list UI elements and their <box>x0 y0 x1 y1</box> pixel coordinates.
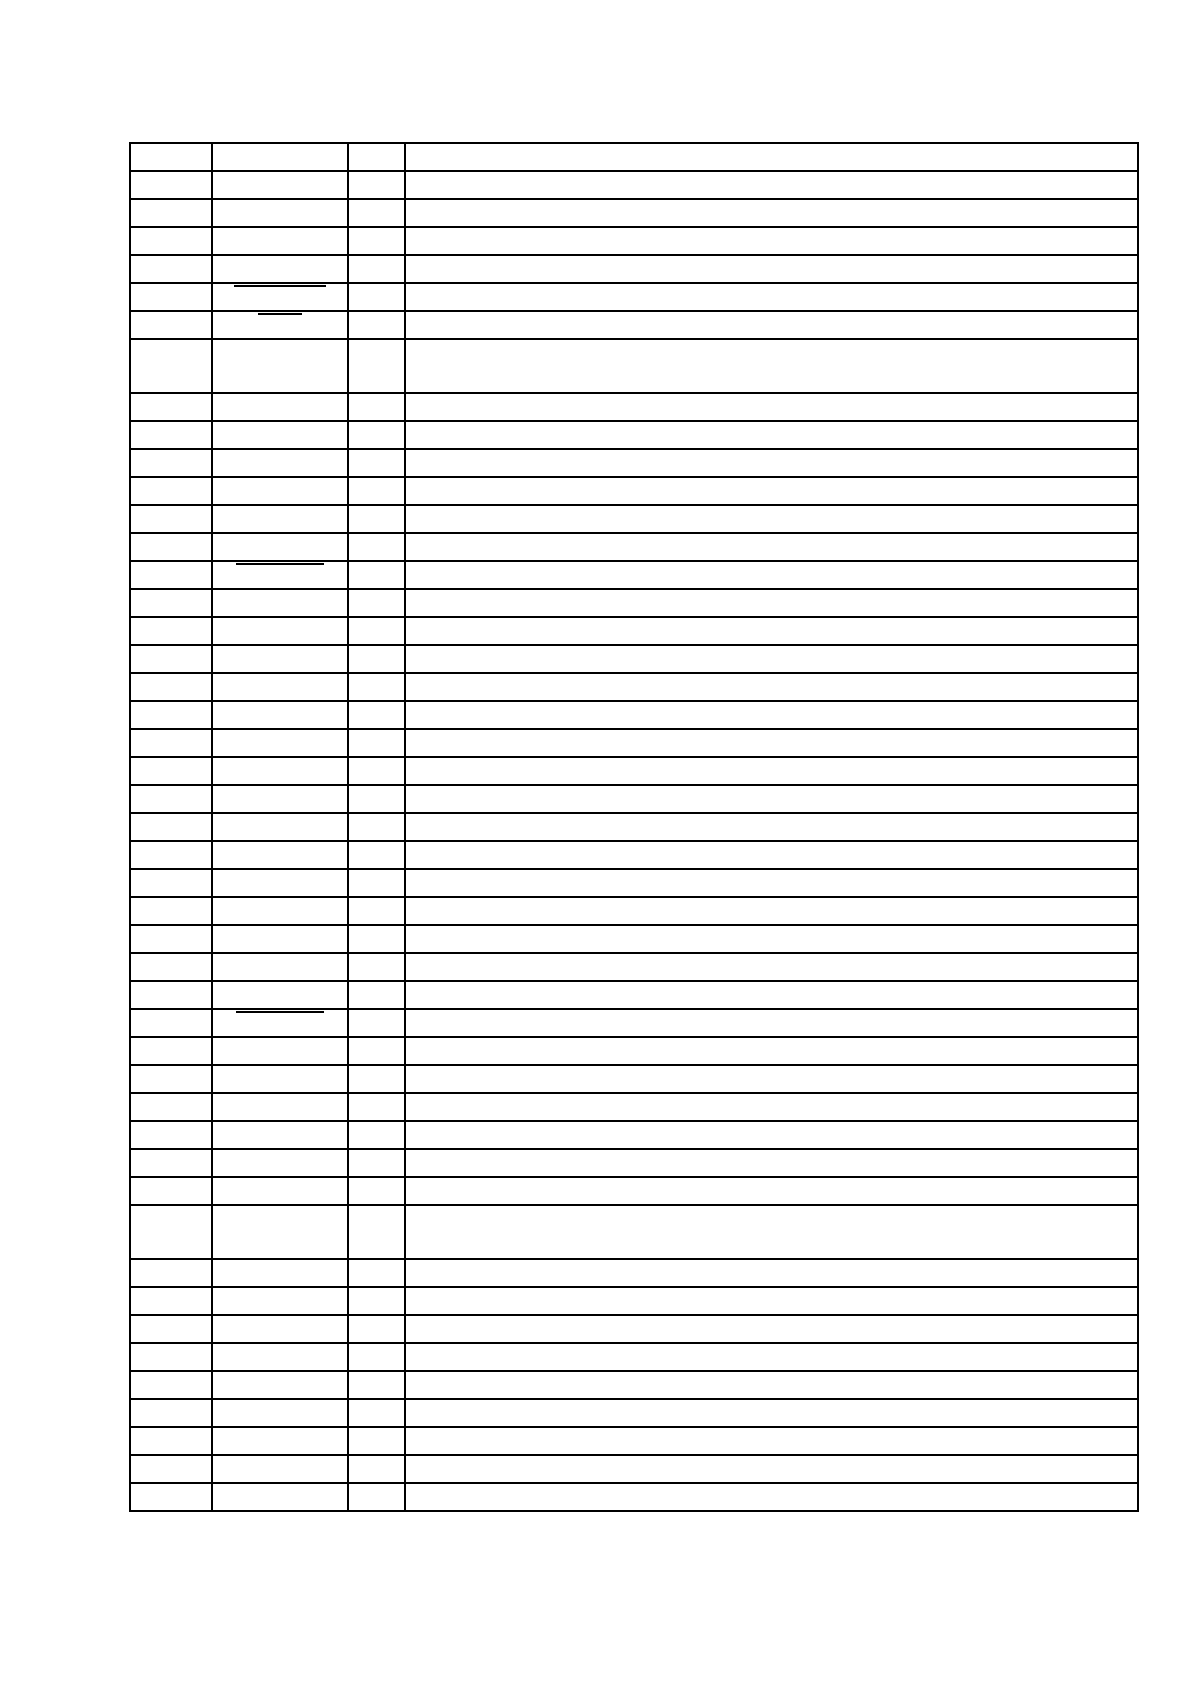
table-row <box>130 561 1138 589</box>
signal-name-cell <box>212 757 348 785</box>
signal-name-cell <box>212 1149 348 1177</box>
description-cell <box>405 673 1138 701</box>
signal-name-cell <box>212 143 348 171</box>
io-cell <box>348 283 405 311</box>
description-cell <box>405 339 1138 393</box>
signal-name-cell <box>212 1287 348 1315</box>
io-cell <box>348 953 405 981</box>
signal-name-cell <box>212 981 348 1009</box>
signal-name-cell <box>212 701 348 729</box>
table-row <box>130 1259 1138 1287</box>
signal-name-cell <box>212 841 348 869</box>
io-cell <box>348 1427 405 1455</box>
table-row <box>130 227 1138 255</box>
description-cell <box>405 1093 1138 1121</box>
pin-number-cell <box>130 841 212 869</box>
pin-number-cell <box>130 171 212 199</box>
table-row <box>130 925 1138 953</box>
table-row <box>130 645 1138 673</box>
pin-number-cell <box>130 813 212 841</box>
io-cell <box>348 1009 405 1037</box>
table-row <box>130 1121 1138 1149</box>
pin-number-cell <box>130 561 212 589</box>
description-cell <box>405 1177 1138 1205</box>
pin-number-cell <box>130 953 212 981</box>
pin-number-cell <box>130 505 212 533</box>
pin-number-cell <box>130 255 212 283</box>
table-row <box>130 981 1138 1009</box>
signal-name-cell <box>212 561 348 589</box>
pin-number-cell <box>130 1177 212 1205</box>
pin-number-cell <box>130 1287 212 1315</box>
pin-number-cell <box>130 1205 212 1259</box>
pin-number-cell <box>130 1037 212 1065</box>
description-cell <box>405 283 1138 311</box>
active-low-overbar <box>234 285 326 287</box>
signal-name-cell <box>212 283 348 311</box>
io-cell <box>348 729 405 757</box>
pin-number-cell <box>130 533 212 561</box>
pin-number-cell <box>130 589 212 617</box>
description-cell <box>405 1259 1138 1287</box>
table-row <box>130 1427 1138 1455</box>
table-row <box>130 1343 1138 1371</box>
io-cell <box>348 449 405 477</box>
pin-number-cell <box>130 1315 212 1343</box>
io-cell <box>348 1093 405 1121</box>
pin-number-cell <box>130 1121 212 1149</box>
signal-name-cell <box>212 1065 348 1093</box>
description-cell <box>405 477 1138 505</box>
io-cell <box>348 255 405 283</box>
signal-name-cell <box>212 449 348 477</box>
table-row <box>130 1371 1138 1399</box>
io-cell <box>348 561 405 589</box>
description-cell <box>405 701 1138 729</box>
active-low-overbar <box>258 313 302 315</box>
signal-name-cell <box>212 1399 348 1427</box>
pin-number-cell <box>130 477 212 505</box>
description-cell <box>405 757 1138 785</box>
io-cell <box>348 477 405 505</box>
io-cell <box>348 925 405 953</box>
description-cell <box>405 953 1138 981</box>
description-cell <box>405 729 1138 757</box>
pin-number-cell <box>130 1065 212 1093</box>
pin-table <box>129 142 1139 1512</box>
io-cell <box>348 1287 405 1315</box>
signal-name-cell <box>212 869 348 897</box>
io-cell <box>348 813 405 841</box>
io-cell <box>348 1483 405 1511</box>
description-cell <box>405 393 1138 421</box>
table-row <box>130 393 1138 421</box>
description-cell <box>405 841 1138 869</box>
io-cell <box>348 505 405 533</box>
pin-number-cell <box>130 421 212 449</box>
io-cell <box>348 841 405 869</box>
table-row <box>130 729 1138 757</box>
pin-number-cell <box>130 1483 212 1511</box>
io-cell <box>348 981 405 1009</box>
table-row <box>130 1149 1138 1177</box>
pin-number-cell <box>130 1455 212 1483</box>
table-row <box>130 617 1138 645</box>
io-cell <box>348 339 405 393</box>
pin-number-cell <box>130 283 212 311</box>
description-cell <box>405 897 1138 925</box>
description-cell <box>405 869 1138 897</box>
signal-name-cell <box>212 813 348 841</box>
table-row <box>130 1065 1138 1093</box>
io-cell <box>348 421 405 449</box>
io-cell <box>348 227 405 255</box>
signal-name-cell <box>212 1205 348 1259</box>
io-cell <box>348 757 405 785</box>
signal-name-cell <box>212 673 348 701</box>
description-cell <box>405 981 1138 1009</box>
io-cell <box>348 393 405 421</box>
description-cell <box>405 505 1138 533</box>
description-cell <box>405 1287 1138 1315</box>
description-cell <box>405 617 1138 645</box>
table-row <box>130 199 1138 227</box>
table-row <box>130 1455 1138 1483</box>
table-row <box>130 757 1138 785</box>
signal-name-cell <box>212 925 348 953</box>
signal-name-cell <box>212 339 348 393</box>
table-row <box>130 449 1138 477</box>
signal-name-cell <box>212 897 348 925</box>
io-cell <box>348 199 405 227</box>
pin-number-cell <box>130 1371 212 1399</box>
description-cell <box>405 925 1138 953</box>
table-row <box>130 339 1138 393</box>
description-cell <box>405 1371 1138 1399</box>
pin-number-cell <box>130 1093 212 1121</box>
description-cell <box>405 1315 1138 1343</box>
signal-name-cell <box>212 1371 348 1399</box>
description-cell <box>405 785 1138 813</box>
pin-number-cell <box>130 143 212 171</box>
description-cell <box>405 645 1138 673</box>
table-row <box>130 143 1138 171</box>
pin-number-cell <box>130 1009 212 1037</box>
pin-number-cell <box>130 311 212 339</box>
table-row <box>130 953 1138 981</box>
description-cell <box>405 1037 1138 1065</box>
description-cell <box>405 1065 1138 1093</box>
pin-number-cell <box>130 757 212 785</box>
pin-number-cell <box>130 925 212 953</box>
description-cell <box>405 533 1138 561</box>
signal-name-cell <box>212 311 348 339</box>
description-cell <box>405 421 1138 449</box>
pin-number-cell <box>130 1343 212 1371</box>
description-cell <box>405 1343 1138 1371</box>
table-row <box>130 813 1138 841</box>
signal-name-cell <box>212 1427 348 1455</box>
signal-name-cell <box>212 1093 348 1121</box>
io-cell <box>348 1399 405 1427</box>
pin-number-cell <box>130 617 212 645</box>
signal-name-cell <box>212 227 348 255</box>
signal-name-cell <box>212 171 348 199</box>
pin-number-cell <box>130 1399 212 1427</box>
signal-name-cell <box>212 645 348 673</box>
io-cell <box>348 645 405 673</box>
table-row <box>130 1399 1138 1427</box>
signal-name-cell <box>212 1009 348 1037</box>
io-cell <box>348 533 405 561</box>
signal-name-cell <box>212 1343 348 1371</box>
description-cell <box>405 561 1138 589</box>
signal-name-cell <box>212 1037 348 1065</box>
io-cell <box>348 1343 405 1371</box>
table-row <box>130 1037 1138 1065</box>
description-cell <box>405 171 1138 199</box>
pin-number-cell <box>130 1427 212 1455</box>
table-row <box>130 1177 1138 1205</box>
table-row <box>130 589 1138 617</box>
io-cell <box>348 897 405 925</box>
io-cell <box>348 311 405 339</box>
signal-name-cell <box>212 255 348 283</box>
io-cell <box>348 1065 405 1093</box>
pin-number-cell <box>130 897 212 925</box>
table-row <box>130 869 1138 897</box>
io-cell <box>348 1205 405 1259</box>
signal-name-cell <box>212 421 348 449</box>
table-row <box>130 1093 1138 1121</box>
table-row <box>130 897 1138 925</box>
pin-number-cell <box>130 393 212 421</box>
table-row <box>130 841 1138 869</box>
signal-name-cell <box>212 199 348 227</box>
io-cell <box>348 143 405 171</box>
signal-name-cell <box>212 1259 348 1287</box>
signal-name-cell <box>212 589 348 617</box>
io-cell <box>348 1121 405 1149</box>
signal-name-cell <box>212 1455 348 1483</box>
signal-name-cell <box>212 1483 348 1511</box>
active-low-overbar <box>236 563 324 565</box>
io-cell <box>348 589 405 617</box>
description-cell <box>405 143 1138 171</box>
io-cell <box>348 785 405 813</box>
pin-number-cell <box>130 785 212 813</box>
pin-number-cell <box>130 869 212 897</box>
table-row <box>130 255 1138 283</box>
signal-name-cell <box>212 477 348 505</box>
signal-name-cell <box>212 533 348 561</box>
signal-name-cell <box>212 729 348 757</box>
table-row <box>130 505 1138 533</box>
io-cell <box>348 617 405 645</box>
signal-name-cell <box>212 505 348 533</box>
description-cell <box>405 1427 1138 1455</box>
table-row <box>130 533 1138 561</box>
table-row <box>130 477 1138 505</box>
signal-name-cell <box>212 393 348 421</box>
io-cell <box>348 673 405 701</box>
pin-number-cell <box>130 449 212 477</box>
table-row <box>130 283 1138 311</box>
description-cell <box>405 199 1138 227</box>
pin-number-cell <box>130 673 212 701</box>
description-cell <box>405 1149 1138 1177</box>
pin-number-cell <box>130 645 212 673</box>
table-row <box>130 171 1138 199</box>
table-row <box>130 1287 1138 1315</box>
pin-table-body <box>130 143 1138 1511</box>
pin-number-cell <box>130 1259 212 1287</box>
io-cell <box>348 1037 405 1065</box>
pin-number-cell <box>130 981 212 1009</box>
io-cell <box>348 1177 405 1205</box>
table-row <box>130 311 1138 339</box>
pin-number-cell <box>130 729 212 757</box>
active-low-overbar <box>236 1011 324 1013</box>
signal-name-cell <box>212 785 348 813</box>
io-cell <box>348 1149 405 1177</box>
signal-name-cell <box>212 953 348 981</box>
io-cell <box>348 1455 405 1483</box>
pin-number-cell <box>130 701 212 729</box>
table-row <box>130 673 1138 701</box>
table-row <box>130 1205 1138 1259</box>
io-cell <box>348 701 405 729</box>
description-cell <box>405 813 1138 841</box>
description-cell <box>405 311 1138 339</box>
table-row <box>130 1315 1138 1343</box>
signal-name-cell <box>212 617 348 645</box>
description-cell <box>405 227 1138 255</box>
table-row <box>130 1483 1138 1511</box>
description-cell <box>405 1121 1138 1149</box>
io-cell <box>348 1259 405 1287</box>
table-row <box>130 1009 1138 1037</box>
io-cell <box>348 869 405 897</box>
description-cell <box>405 255 1138 283</box>
io-cell <box>348 171 405 199</box>
io-cell <box>348 1315 405 1343</box>
table-row <box>130 701 1138 729</box>
description-cell <box>405 1483 1138 1511</box>
description-cell <box>405 1455 1138 1483</box>
signal-name-cell <box>212 1121 348 1149</box>
signal-name-cell <box>212 1315 348 1343</box>
description-cell <box>405 1399 1138 1427</box>
description-cell <box>405 1009 1138 1037</box>
description-cell <box>405 589 1138 617</box>
signal-name-cell <box>212 1177 348 1205</box>
table-row <box>130 421 1138 449</box>
description-cell <box>405 1205 1138 1259</box>
pin-number-cell <box>130 339 212 393</box>
table-row <box>130 785 1138 813</box>
pin-number-cell <box>130 1149 212 1177</box>
io-cell <box>348 1371 405 1399</box>
pin-number-cell <box>130 227 212 255</box>
pin-number-cell <box>130 199 212 227</box>
description-cell <box>405 449 1138 477</box>
